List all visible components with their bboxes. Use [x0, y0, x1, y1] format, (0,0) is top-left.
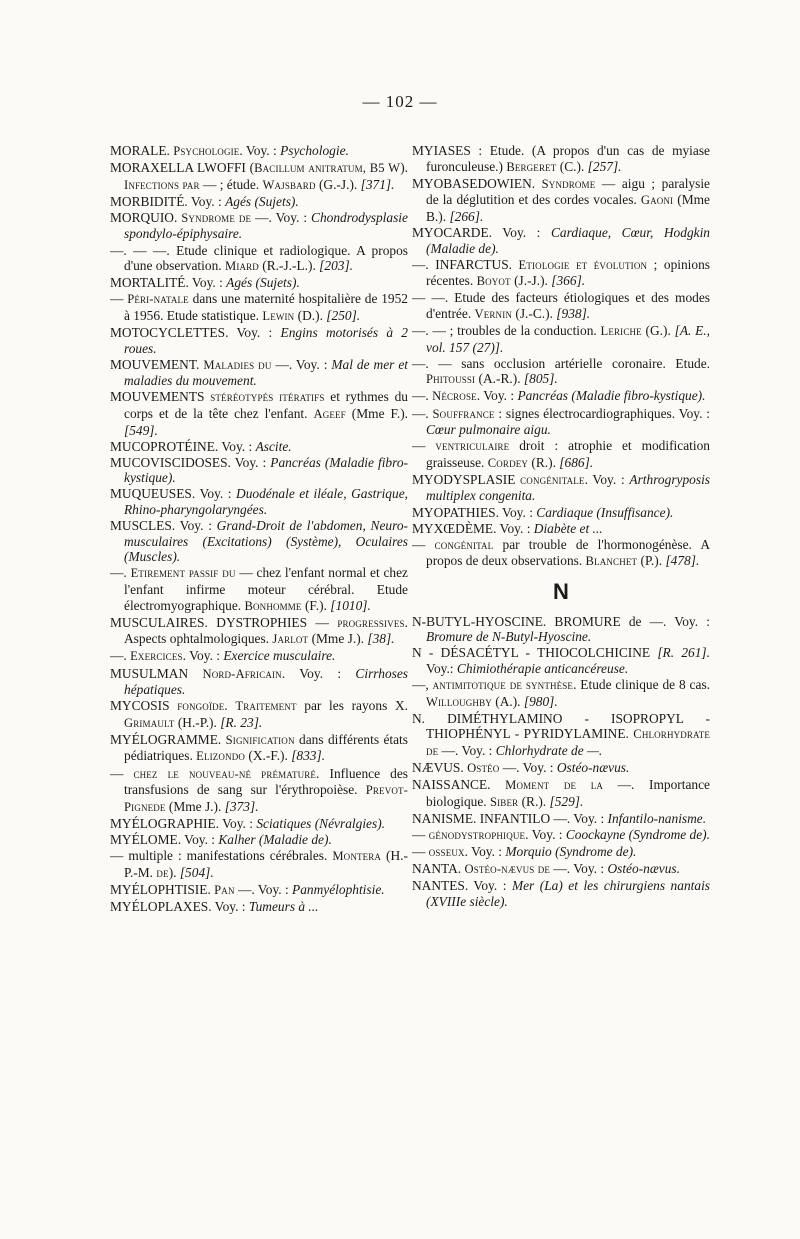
entry-text: MORBIDITÉ. Voy. : — [110, 193, 226, 209]
entry-reference: Sciatiques (Névralgies). — [256, 815, 385, 831]
entry-reference: [373]. — [224, 798, 259, 814]
entry-text: — chez l'enfant normal et chez l'enfant infirme moteur cérébral. Etude électromyographique. — [124, 565, 408, 613]
entry-text: NANTES. Voy. : — [412, 878, 512, 894]
entry-text: — — [412, 438, 436, 454]
entry-reference: Chondrodysplasie spondylo-épiphysaire. — [124, 209, 408, 242]
entry-reference: [R. 261]. — [657, 645, 710, 661]
entry-reference: [805]. — [523, 371, 558, 387]
entry-reference: Panmyélophtisie. — [292, 881, 385, 897]
entry-text: MOUVEMENTS — [110, 389, 211, 405]
entry-smallcaps-text: de — [156, 865, 169, 880]
index-entry — [412, 878, 710, 909]
entry-smallcaps-text: Willoughby — [426, 694, 492, 709]
index-entry — [412, 537, 710, 570]
entry-smallcaps-text: Péri-natale — [127, 292, 189, 307]
entry-text: NANISME. INFANTILO —. Voy. : — [412, 810, 608, 826]
entry-text: . Etude clinique de 8 cas. — [573, 676, 710, 692]
entry-text: —. Voy. : — [550, 860, 608, 876]
section-letter-heading: N — [553, 578, 569, 604]
entry-text: —. — —. Etude clinique et radiologique. A propos d'une observation. — [110, 242, 408, 274]
entry-text: (Mme J.). — [165, 798, 225, 814]
entry-reference: Ascite. — [255, 438, 292, 454]
entry-text: (A.). — [491, 693, 524, 709]
entry-text: NÆVUS. — [412, 759, 468, 775]
index-entry — [412, 677, 710, 710]
entry-reference: Cardiaque (Insuffisance). — [536, 504, 674, 520]
entry-text: —. INFARCTUS. — [412, 256, 519, 272]
entry-reference: [1010]. — [330, 597, 371, 613]
entry-smallcaps-text: Traitement — [235, 699, 297, 714]
entry-smallcaps-text: Lewin — [262, 308, 295, 323]
index-entry — [110, 325, 408, 356]
entry-smallcaps-text: osseux — [428, 844, 465, 859]
entry-text: . — [224, 698, 236, 714]
index-entry — [412, 711, 710, 760]
entry-text: MYÉLOME. Voy. : — [110, 831, 219, 847]
index-entry — [110, 486, 408, 517]
entry-smallcaps-text: Elizondo — [196, 749, 246, 764]
index-entry — [412, 356, 710, 388]
entry-text: — — [110, 291, 128, 307]
entry-text: — — [110, 765, 134, 781]
entry-text: dans différents états pédiatriques. — [124, 731, 408, 764]
entry-text: — —. Etude des facteurs étiologiques et des modes d'entrée. — [412, 290, 710, 321]
entry-smallcaps-text: Cordey — [487, 455, 529, 470]
index-entry — [110, 275, 408, 291]
entry-smallcaps-text: Phitoussi — [426, 372, 476, 387]
index-section-n — [412, 614, 710, 910]
entry-reference: Ostéo-nævus. — [607, 860, 680, 876]
entry-text: MUCOPROTÉINE. Voy. : — [110, 438, 256, 454]
index-entry — [412, 290, 710, 322]
entry-reference: [257]. — [587, 158, 622, 174]
index-entry — [110, 389, 408, 438]
entry-smallcaps-text: Leriche — [600, 324, 642, 339]
entry-text: . Influence des transfusions de sang sur l'érythropoièse. — [124, 765, 408, 798]
index-entry — [110, 615, 408, 648]
entry-text: ; opinions récentes. — [426, 256, 710, 289]
entry-smallcaps-text: Etiologie et évolution — [518, 257, 648, 272]
index-entry — [110, 357, 408, 389]
index-entry — [110, 565, 408, 614]
index-entry — [110, 439, 408, 455]
entry-text: —. — [110, 565, 131, 581]
entry-smallcaps-text: Wajsbard — [262, 177, 316, 192]
entry-smallcaps-text: Moment de la — [505, 777, 604, 792]
index-entry — [412, 257, 710, 290]
entry-text: —. Voy. : — [271, 356, 332, 372]
entry-text: —, — [412, 676, 433, 692]
entry-reference: [38]. — [367, 631, 395, 647]
index-entry — [412, 521, 710, 537]
entry-text: MYOCARDE. Voy. : — [412, 224, 551, 240]
entry-text: —. Voy. : — [251, 209, 312, 225]
entry-text: MYÉLOGRAPHIE. Voy. : — [110, 815, 257, 831]
index-column-left — [110, 143, 408, 915]
entry-smallcaps-text: congénital — [434, 537, 494, 552]
entry-smallcaps-text: Miard — [224, 259, 259, 274]
entry-reference: Engins motorisés à 2 roues. — [124, 325, 408, 356]
entry-text: (R.). — [518, 793, 550, 809]
entry-text: . Voy. : — [464, 843, 506, 859]
entry-text: —. — [412, 388, 433, 404]
entry-text: (C.). — [556, 158, 588, 174]
entry-text: (G.-J.). — [315, 176, 361, 192]
entry-smallcaps-text: Signification — [225, 732, 295, 747]
entry-text: N. DIMÉTHYLAMINO - ISOPROPYL - THIOPHÉNYL - PYRIDYLAMINE. — [412, 710, 710, 742]
index-entry — [412, 323, 710, 355]
entry-smallcaps-text: Maladies du — [203, 357, 272, 372]
entry-smallcaps-text: chez le nouveau-né prématuré — [133, 766, 317, 781]
entry-text: MUCOVISCIDOSES. Voy. : — [110, 454, 271, 470]
index-entry — [412, 143, 710, 175]
entry-smallcaps-text: Bonhomme — [244, 598, 302, 613]
index-entry — [412, 645, 710, 676]
index-entry — [412, 388, 710, 405]
entry-reference: Pancréas (Maladie fibro-kystique). — [124, 454, 408, 486]
entry-reference: Coockayne (Syndrome de). — [565, 826, 710, 842]
entry-text: MYOPATHIES. Voy. : — [412, 504, 537, 520]
entry-text: par les rayons X. — [296, 698, 408, 714]
entry-text: MUSCLES. Voy. : — [110, 518, 217, 534]
index-entry — [412, 472, 710, 504]
entry-text: Voy.: — [426, 660, 457, 676]
entry-text: — aigu ; paralysie de la déglutition et des cordes vocales. — [426, 175, 711, 208]
index-entry — [110, 698, 408, 731]
entry-smallcaps-text: Vernin — [474, 306, 513, 321]
entry-text: ). — [168, 864, 180, 880]
entry-text: (D.). — [294, 307, 327, 323]
entry-reference: [203]. — [319, 258, 354, 274]
entry-reference: Bromure de N-Butyl-Hyoscine. — [426, 629, 592, 645]
entry-reference: [371]. — [360, 176, 395, 192]
entry-text: dans une maternité hospitalière de 1952 à 1956. Etude statistique. — [124, 291, 408, 323]
entry-smallcaps-text: Grimault — [124, 715, 175, 730]
entry-text: MUSULMAN — [110, 665, 203, 681]
entry-reference: Infantilo-nanisme. — [607, 810, 707, 826]
entry-text: MUSCULAIRES. DYSTROPHIES — — [110, 614, 338, 630]
entry-smallcaps-text: fongoïde — [177, 699, 225, 714]
entry-text: (A.-R.). — [475, 371, 524, 387]
entry-text: MORQUIO. — [110, 209, 182, 225]
entry-text: MYOBASEDOWIEN. — [412, 175, 542, 191]
entry-reference: Duodénale et iléale, Gastrique, Rhino-pharyngolaryngées. — [124, 486, 408, 518]
entry-smallcaps-text: Jarlot — [272, 632, 309, 647]
entry-reference: Mer (La) et les chirurgiens nantais (XVIIIe siècle). — [426, 878, 710, 909]
entry-smallcaps-text: Prevot-Pignede — [124, 783, 408, 814]
entry-reference: [266]. — [449, 208, 484, 224]
entry-text: . Voy. : — [281, 665, 356, 681]
entry-reference: [250]. — [326, 307, 361, 323]
index-entry — [412, 225, 710, 256]
index-column-right — [412, 143, 710, 910]
index-entry — [110, 832, 408, 848]
entry-smallcaps-text: Infections par — [124, 177, 200, 192]
index-entry — [412, 760, 710, 777]
entry-reference: Diabète et ... — [533, 520, 603, 536]
entry-smallcaps-text: Montera — [332, 849, 382, 864]
entry-text: — — [412, 536, 435, 552]
entry-text: MYIASES : Etude. (A propos d'un cas de myiase furonculeuse.) — [412, 143, 710, 174]
entry-text: NANTA. — [412, 860, 465, 876]
index-entry — [110, 455, 408, 486]
index-entry — [412, 505, 710, 521]
index-entry — [110, 816, 408, 832]
entry-text: MYXŒDÈME. Voy. : — [412, 520, 534, 536]
entry-smallcaps-text: Syndrome — [541, 176, 596, 191]
entry-reference: Cirrhoses hépatiques. — [124, 665, 409, 698]
entry-text: (P.). — [637, 553, 666, 569]
entry-smallcaps-text: Nord-Africain — [202, 666, 282, 681]
entry-text: MORTALITÉ. Voy. : — [110, 275, 227, 291]
entry-smallcaps-text: Pan — [214, 882, 235, 897]
entry-text: . Voy. : — [584, 471, 630, 487]
entry-text: — — [412, 843, 429, 859]
entry-reference: Tumeurs à ... — [248, 898, 319, 914]
entry-smallcaps-text: Psychologie — [173, 144, 240, 158]
entry-text: MYODYSPLASIE — [412, 471, 521, 487]
entry-text: . Voy. : — [182, 648, 224, 664]
index-section-m — [412, 143, 710, 570]
index-entry — [412, 827, 710, 844]
page-number: — 102 — — [362, 92, 438, 111]
entry-reference: [980]. — [523, 693, 558, 709]
entry-text: MOTOCYCLETTES. Voy. : — [110, 325, 281, 341]
index-entry — [110, 518, 408, 565]
entry-reference: Psychologie. — [280, 143, 349, 158]
entry-text: . Aspects ophtalmologiques. — [124, 614, 408, 647]
entry-smallcaps-text: ventriculaire — [435, 439, 510, 454]
entry-smallcaps-text: génodystrophique — [428, 827, 526, 842]
entry-reference: Agés (Sujets). — [226, 275, 300, 291]
index-entry — [412, 861, 710, 878]
entry-text: . Voy. : — [476, 388, 518, 404]
entry-reference: [833]. — [291, 748, 326, 764]
entry-text: MOUVEMENT. — [110, 356, 204, 372]
entry-reference: [686]. — [559, 454, 594, 470]
index-entry — [412, 614, 710, 645]
entry-text: MYCOSIS — [110, 698, 178, 714]
index-entry — [110, 766, 408, 816]
entry-text: MORAXELLA LWOFFI ( — [110, 160, 255, 176]
entry-text: . Voy. : — [525, 826, 566, 842]
index-entry — [412, 406, 710, 438]
entry-text: — multiple : manifestations cérébrales. — [110, 848, 333, 864]
index-entry — [110, 160, 408, 193]
entry-reference: Cœur pulmonaire aigu. — [426, 422, 551, 438]
entry-text: et rythmes du corps et de la tête chez l'enfant. — [124, 389, 408, 421]
entry-smallcaps-text: Exercices — [130, 649, 183, 664]
entry-text: (H.-P.-M. — [124, 848, 408, 880]
entry-text: —. Voy. : — [499, 759, 557, 775]
index-entry — [412, 777, 710, 810]
entry-text: MYÉLOPLAXES. Voy. : — [110, 898, 249, 914]
entry-smallcaps-text: Ostéo-nævus de — [464, 861, 551, 876]
entry-text: (Mme B.). — [426, 192, 710, 224]
entry-smallcaps-text: stéréotypés itératifs — [210, 390, 325, 405]
entry-smallcaps-text: congénitale — [520, 472, 585, 487]
entry-text: (R.). — [528, 454, 560, 470]
entry-reference: [504]. — [179, 864, 214, 880]
index-entry — [110, 848, 408, 881]
entry-reference: Agés (Sujets). — [225, 193, 299, 209]
entry-reference: [938]. — [556, 305, 591, 321]
entry-smallcaps-text: Blanchet — [585, 554, 638, 569]
entry-text: MYÉLOGRAMME. — [110, 731, 226, 747]
entry-smallcaps-text: Gaoni — [640, 193, 674, 208]
index-entry — [110, 210, 408, 242]
entry-reference: [A. E., vol. 157 (27)]. — [426, 323, 710, 355]
entry-reference: [549]. — [124, 422, 158, 438]
entry-text: ). — [400, 160, 408, 176]
entry-smallcaps-text: Bergeret — [506, 159, 557, 174]
entry-text: —. — [412, 405, 433, 421]
entry-text: (Mme F.). — [345, 406, 408, 421]
entry-text: —. Voy. : — [234, 881, 293, 897]
entry-smallcaps-text: antimitotique de synthèse — [432, 677, 574, 692]
entry-text: (J.-C.). — [512, 305, 557, 321]
entry-text: —. Importance biologique. — [426, 776, 711, 809]
entry-smallcaps-text: Ostéo — [467, 760, 500, 775]
entry-text: MORALE. — [110, 143, 174, 158]
index-entry — [110, 243, 408, 275]
entry-text: MUQUEUSES. Voy. : — [110, 486, 237, 502]
index-entry — [110, 291, 408, 324]
entry-smallcaps-text: Chlorhydrate de — [426, 727, 710, 758]
entry-reference: [529]. — [549, 793, 584, 809]
index-entry — [110, 143, 408, 160]
entry-text: —. — sans occlusion artérielle coronaire. Etude. — [412, 355, 710, 371]
entry-reference: Arthrogryposis multiplex congenita. — [426, 471, 711, 504]
index-entry — [110, 648, 408, 665]
entry-text: — — [412, 826, 429, 842]
entry-reference: Kalher (Maladie de). — [218, 831, 332, 847]
entry-text: (X.-F.). — [245, 748, 292, 764]
entry-reference: Grand-Droit de l'abdomen, Neuro-musculaires (Excitations) (Système), Oculaires (Muscles). — [124, 518, 408, 565]
entry-text: (R.-J.-L.). — [258, 258, 320, 274]
entry-reference: Cardiaque, Cœur, Hodgkin (Maladie de). — [426, 224, 711, 256]
entry-smallcaps-text: Boyot — [476, 274, 511, 289]
index-entry — [412, 844, 710, 861]
entry-reference: [366]. — [551, 273, 586, 289]
entry-text: (F.). — [301, 597, 331, 613]
entry-reference: Chlorhydrate de —. — [495, 742, 603, 758]
entry-text: NAISSANCE. — [412, 776, 506, 792]
index-entry — [412, 811, 710, 827]
entry-reference: Pancréas (Maladie fibro-kystique). — [517, 388, 706, 404]
entry-smallcaps-text: Siber — [489, 794, 519, 809]
entry-smallcaps-text: Syndrome de — [181, 210, 252, 225]
entry-smallcaps-text: progressives — [337, 615, 405, 630]
entry-reference: [R. 23]. — [220, 714, 263, 730]
index-entry — [412, 176, 710, 225]
index-entry — [110, 882, 408, 899]
entry-text: (H.-P.). — [174, 714, 221, 730]
entry-text: (G.). — [641, 323, 675, 339]
entry-text: — ; étude. — [199, 176, 263, 192]
entry-reference: Exercice musculaire. — [223, 648, 336, 664]
entry-reference: [478]. — [665, 553, 700, 569]
entry-reference: Ostéo-nævus. — [556, 759, 630, 775]
index-entry — [412, 438, 710, 471]
entry-smallcaps-text: Nécrose — [432, 389, 477, 404]
entry-reference: Mal de mer et maladies du mouvement. — [124, 356, 408, 389]
index-entry — [110, 732, 408, 765]
entry-text: : signes électrocardiographiques. Voy. : — [494, 405, 710, 421]
entry-text: N - DÉSACÉTYL - THIOCOLCHICINE — [412, 645, 658, 661]
entry-smallcaps-text: Souffrance — [432, 406, 495, 421]
entry-smallcaps-text: Bacillum anitratum, B5 W — [254, 161, 401, 176]
entry-text: N-BUTYL-HYOSCINE. BROMURE de —. Voy. : — [412, 613, 710, 629]
entry-smallcaps-text: Etirement passif du — [130, 566, 236, 581]
entry-text: par trouble de l'hormonogénèse. A propos de deux observations. — [426, 536, 710, 569]
entry-text: (Mme J.). — [308, 631, 368, 647]
index-entry — [110, 666, 408, 698]
index-entry — [110, 899, 408, 915]
entry-text: —. — [110, 648, 131, 664]
entry-text: —. — ; troubles de la conduction. — [412, 323, 601, 339]
index-entry — [110, 194, 408, 210]
entry-text: —. Voy. : — [438, 742, 496, 758]
entry-text: droit : atrophie et modification graisseuse. — [426, 438, 710, 470]
entry-text: . Voy. : — [239, 143, 281, 158]
entry-text: MYÉLOPHTISIE. — [110, 881, 215, 897]
entry-reference: Morquio (Syndrome de). — [505, 843, 637, 859]
entry-reference: Chimiothérapie anticancéreuse. — [456, 660, 629, 676]
entry-text: (J.-J.). — [510, 273, 552, 289]
entry-smallcaps-text: Ageef — [313, 407, 346, 421]
